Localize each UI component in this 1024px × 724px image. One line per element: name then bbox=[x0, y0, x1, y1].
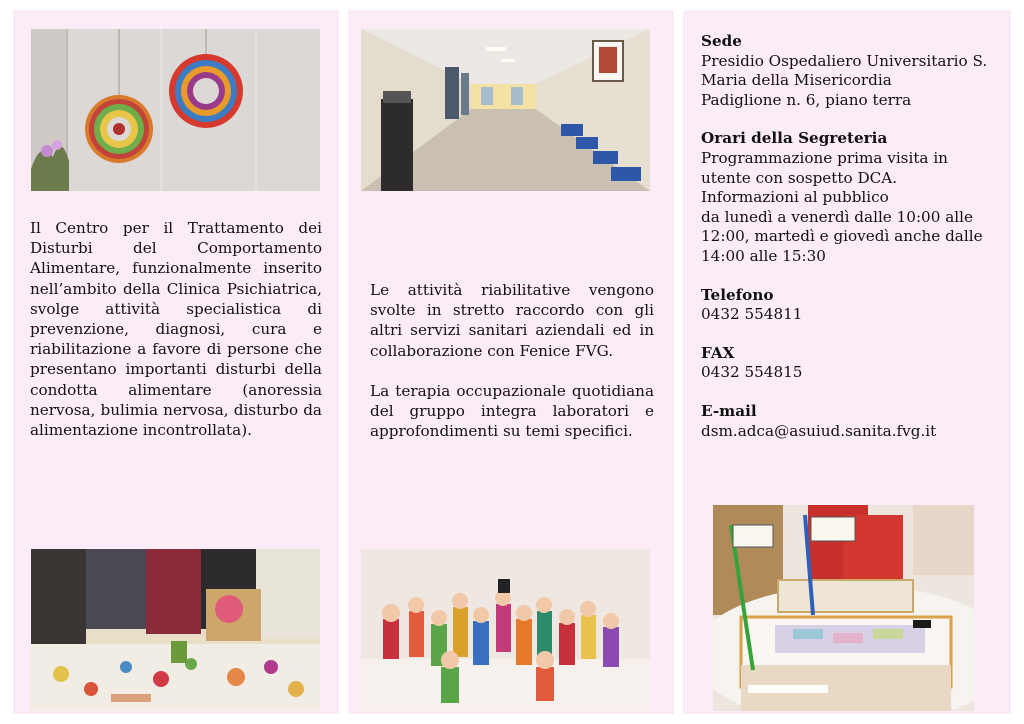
email-heading: E-mail bbox=[701, 401, 757, 420]
attivita-description bbox=[370, 280, 654, 441]
attivita-paragraph-1: Le attività riabilitative vengono svolte in stretto raccordo con gli altri servizi sanitari aziendali ed in collaborazione con Fenice FVG. bbox=[370, 281, 654, 360]
photo-paper-wreaths bbox=[31, 29, 320, 191]
telefono-number: 0432 554811 bbox=[701, 305, 803, 324]
sede-line-3: Padiglione n. 6, piano terra bbox=[701, 90, 912, 109]
contact-info bbox=[701, 32, 993, 460]
sede-heading: Sede bbox=[701, 32, 742, 50]
sede-line-2: Maria della Misericordia bbox=[701, 71, 892, 90]
telefono-block bbox=[701, 286, 993, 325]
orari-line-5: 12:00, martedì e giovedì anche dalle bbox=[701, 227, 983, 246]
email-block bbox=[701, 402, 993, 441]
brochure-panel-left bbox=[13, 10, 339, 714]
centro-description-text: Il Centro per il Trattamento dei Disturbi del Comportamento Alimentare, funzionalmente inserito nell’ambito della Clinica Psichiatrica, svolge attività specialistica di prevenzione, diagnosi, cura e riabilitazione a favore di persone che presentano importanti disturbi della condotta alimentare (anoressia nervosa, bulimia nervosa, disturbo da alimentazione incontrollata). bbox=[30, 219, 322, 440]
photo-suggestion-box bbox=[713, 505, 974, 711]
attivita-paragraph-2: La terapia occupazionale quotidiana del gruppo integra laboratori e approfondimenti su temi specifici. bbox=[370, 381, 654, 441]
sede-block bbox=[701, 32, 993, 110]
sede-line-1: Presidio Ospedaliero Universitario S. bbox=[701, 51, 988, 70]
photo-crafts-table bbox=[31, 549, 320, 711]
centro-description bbox=[30, 218, 322, 440]
photo-hospital-corridor bbox=[361, 29, 650, 191]
photo-paper-puppets bbox=[361, 549, 650, 711]
telefono-heading: Telefono bbox=[701, 285, 774, 304]
email-address: dsm.adca@asuiud.sanita.fvg.it bbox=[701, 421, 937, 440]
brochure-panel-middle bbox=[348, 10, 674, 714]
orari-block bbox=[701, 129, 993, 266]
fax-block bbox=[701, 344, 993, 383]
brochure-panel-right bbox=[683, 10, 1011, 714]
fax-heading: FAX bbox=[701, 343, 735, 362]
orari-line-1: Programmazione prima visita in bbox=[701, 148, 948, 167]
orari-line-3: Informazioni al pubblico bbox=[701, 188, 889, 207]
orari-line-4: da lunedì a venerdì dalle 10:00 alle bbox=[701, 207, 973, 226]
orari-heading: Orari della Segreteria bbox=[701, 129, 888, 148]
fax-number: 0432 554815 bbox=[701, 363, 803, 382]
orari-line-6: 14:00 alle 15:30 bbox=[701, 246, 826, 265]
orari-line-2: utente con sospetto DCA. bbox=[701, 168, 898, 187]
